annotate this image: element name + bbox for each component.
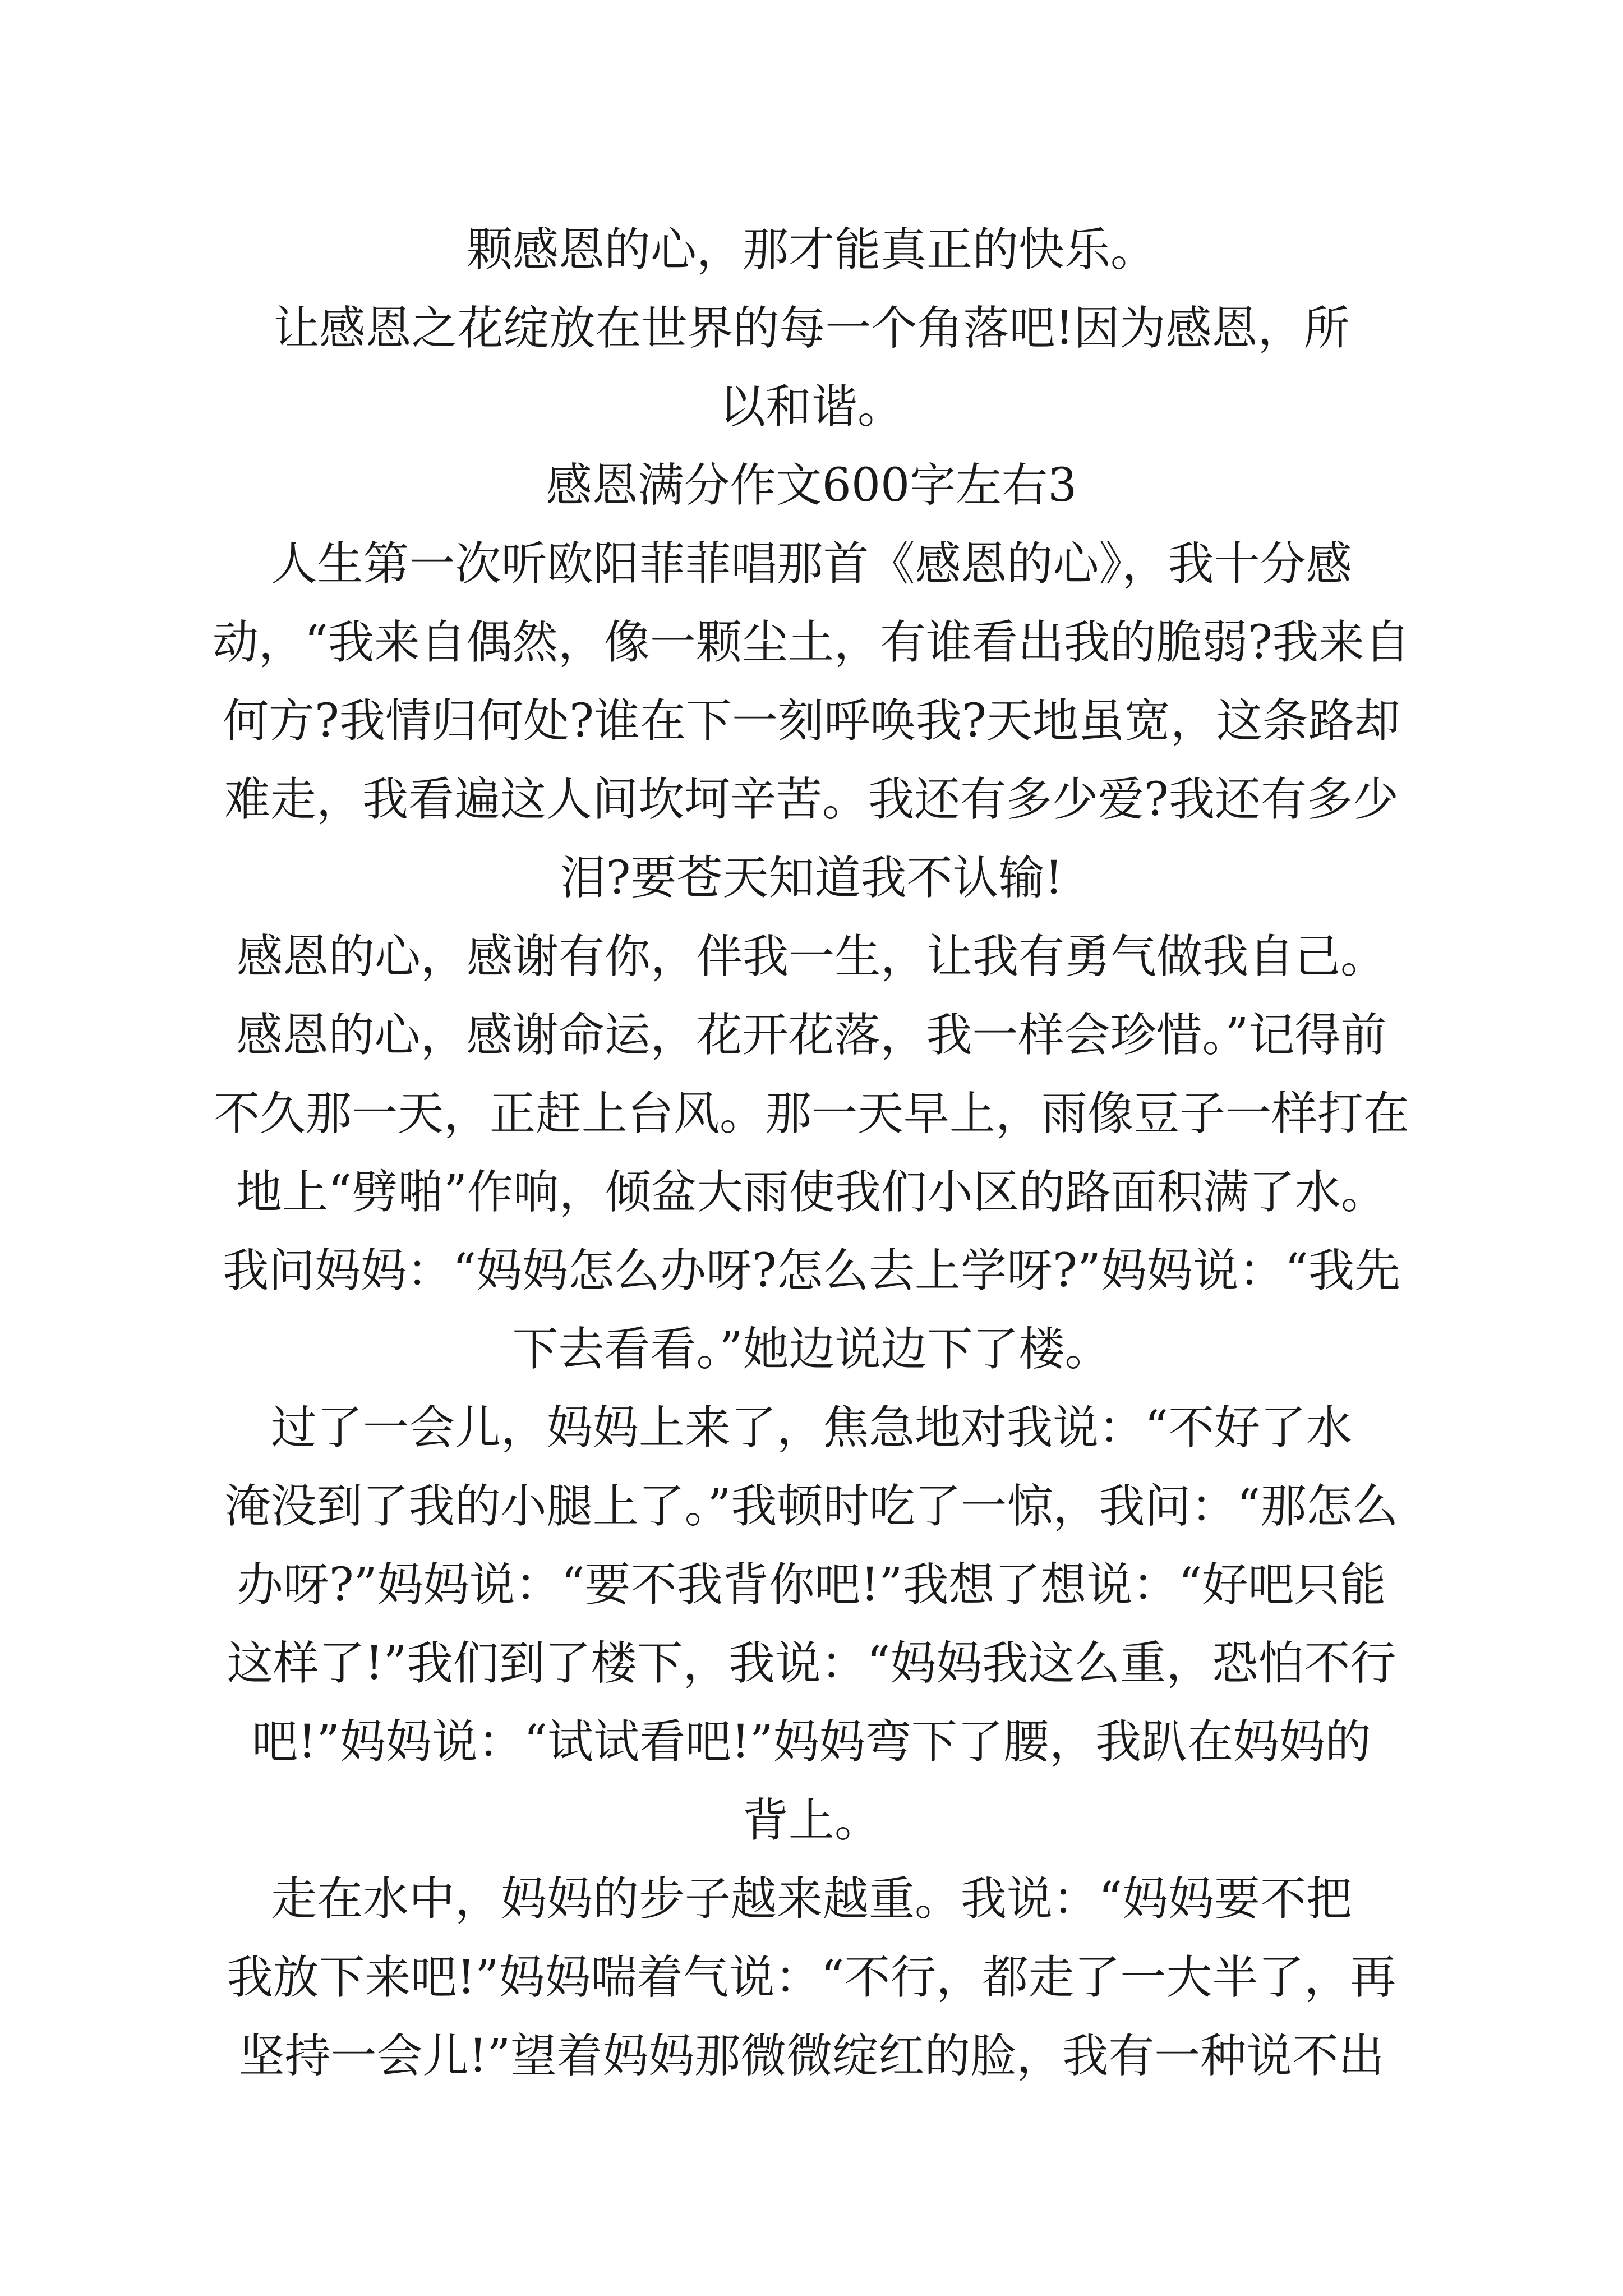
text-line: 下去看看。”她边说边下了楼。 xyxy=(512,1323,1111,1376)
text-line: 坚持一会儿!”望着妈妈那微微绽红的脸，我有一种说不出 xyxy=(238,2030,1385,2083)
text-line: 吧!”妈妈说：“试试看吧!”妈妈弯下了腰，我趴在妈妈的 xyxy=(252,1715,1371,1769)
text-line: 让感恩之花绽放在世界的每一个角落吧!因为感恩，所 xyxy=(273,302,1350,355)
text-line: 不久那一天，正赶上台风。那一天早上，雨像豆子一样打在 xyxy=(213,1087,1409,1140)
text-line: 地上“劈啪”作响，倾盆大雨使我们小区的路面积满了水。 xyxy=(236,1166,1387,1219)
text-line: 这样了!”我们到了楼下，我说：“妈妈我这么重，恐怕不行 xyxy=(227,1637,1396,1690)
text-line: 何方?我情归何处?谁在下一刻呼唤我?天地虽宽，这条路却 xyxy=(223,694,1400,748)
text-line: 感恩的心，感谢命运，花开花落，我一样会珍惜。”记得前 xyxy=(236,1009,1387,1062)
text-line: 淹没到了我的小腿上了。”我顿时吃了一惊，我问：“那怎么 xyxy=(224,1480,1399,1533)
text-line: 动，“我来自偶然，像一颗尘土，有谁看出我的脆弱?我来自 xyxy=(213,616,1410,669)
text-line: 走在水中，妈妈的步子越来越重。我说：“妈妈要不把 xyxy=(271,1872,1352,1926)
text-line: 感恩的心，感谢有你，伴我一生，让我有勇气做我自己。 xyxy=(236,930,1386,983)
text-line: 以和谐。 xyxy=(719,380,903,434)
text-line: 我问妈妈：“妈妈怎么办呀?怎么去上学呀?”妈妈说：“我先 xyxy=(223,1244,1400,1297)
text-line: 办呀?”妈妈说：“要不我背你吧!”我想了想说：“好吧只能 xyxy=(237,1558,1386,1612)
text-line: 难走，我看遍这人间坎坷辛苦。我还有多少爱?我还有多少 xyxy=(224,773,1399,826)
text-line: 过了一会儿，妈妈上来了，焦急地对我说：“不好了水 xyxy=(271,1401,1352,1455)
section-heading: 感恩满分作文600字左右3 xyxy=(546,459,1077,512)
text-line: 我放下来吧!”妈妈喘着气说：“不行，都走了一大半了，再 xyxy=(227,1951,1396,2004)
text-line: 泪?要苍天知道我不认输! xyxy=(560,852,1063,905)
text-line: 背上。 xyxy=(742,1794,880,1847)
text-line: 人生第一次听欧阳菲菲唱那首《感恩的心》，我十分感 xyxy=(271,537,1352,591)
text-line: 颗感恩的心，那才能真正的快乐。 xyxy=(466,223,1156,277)
